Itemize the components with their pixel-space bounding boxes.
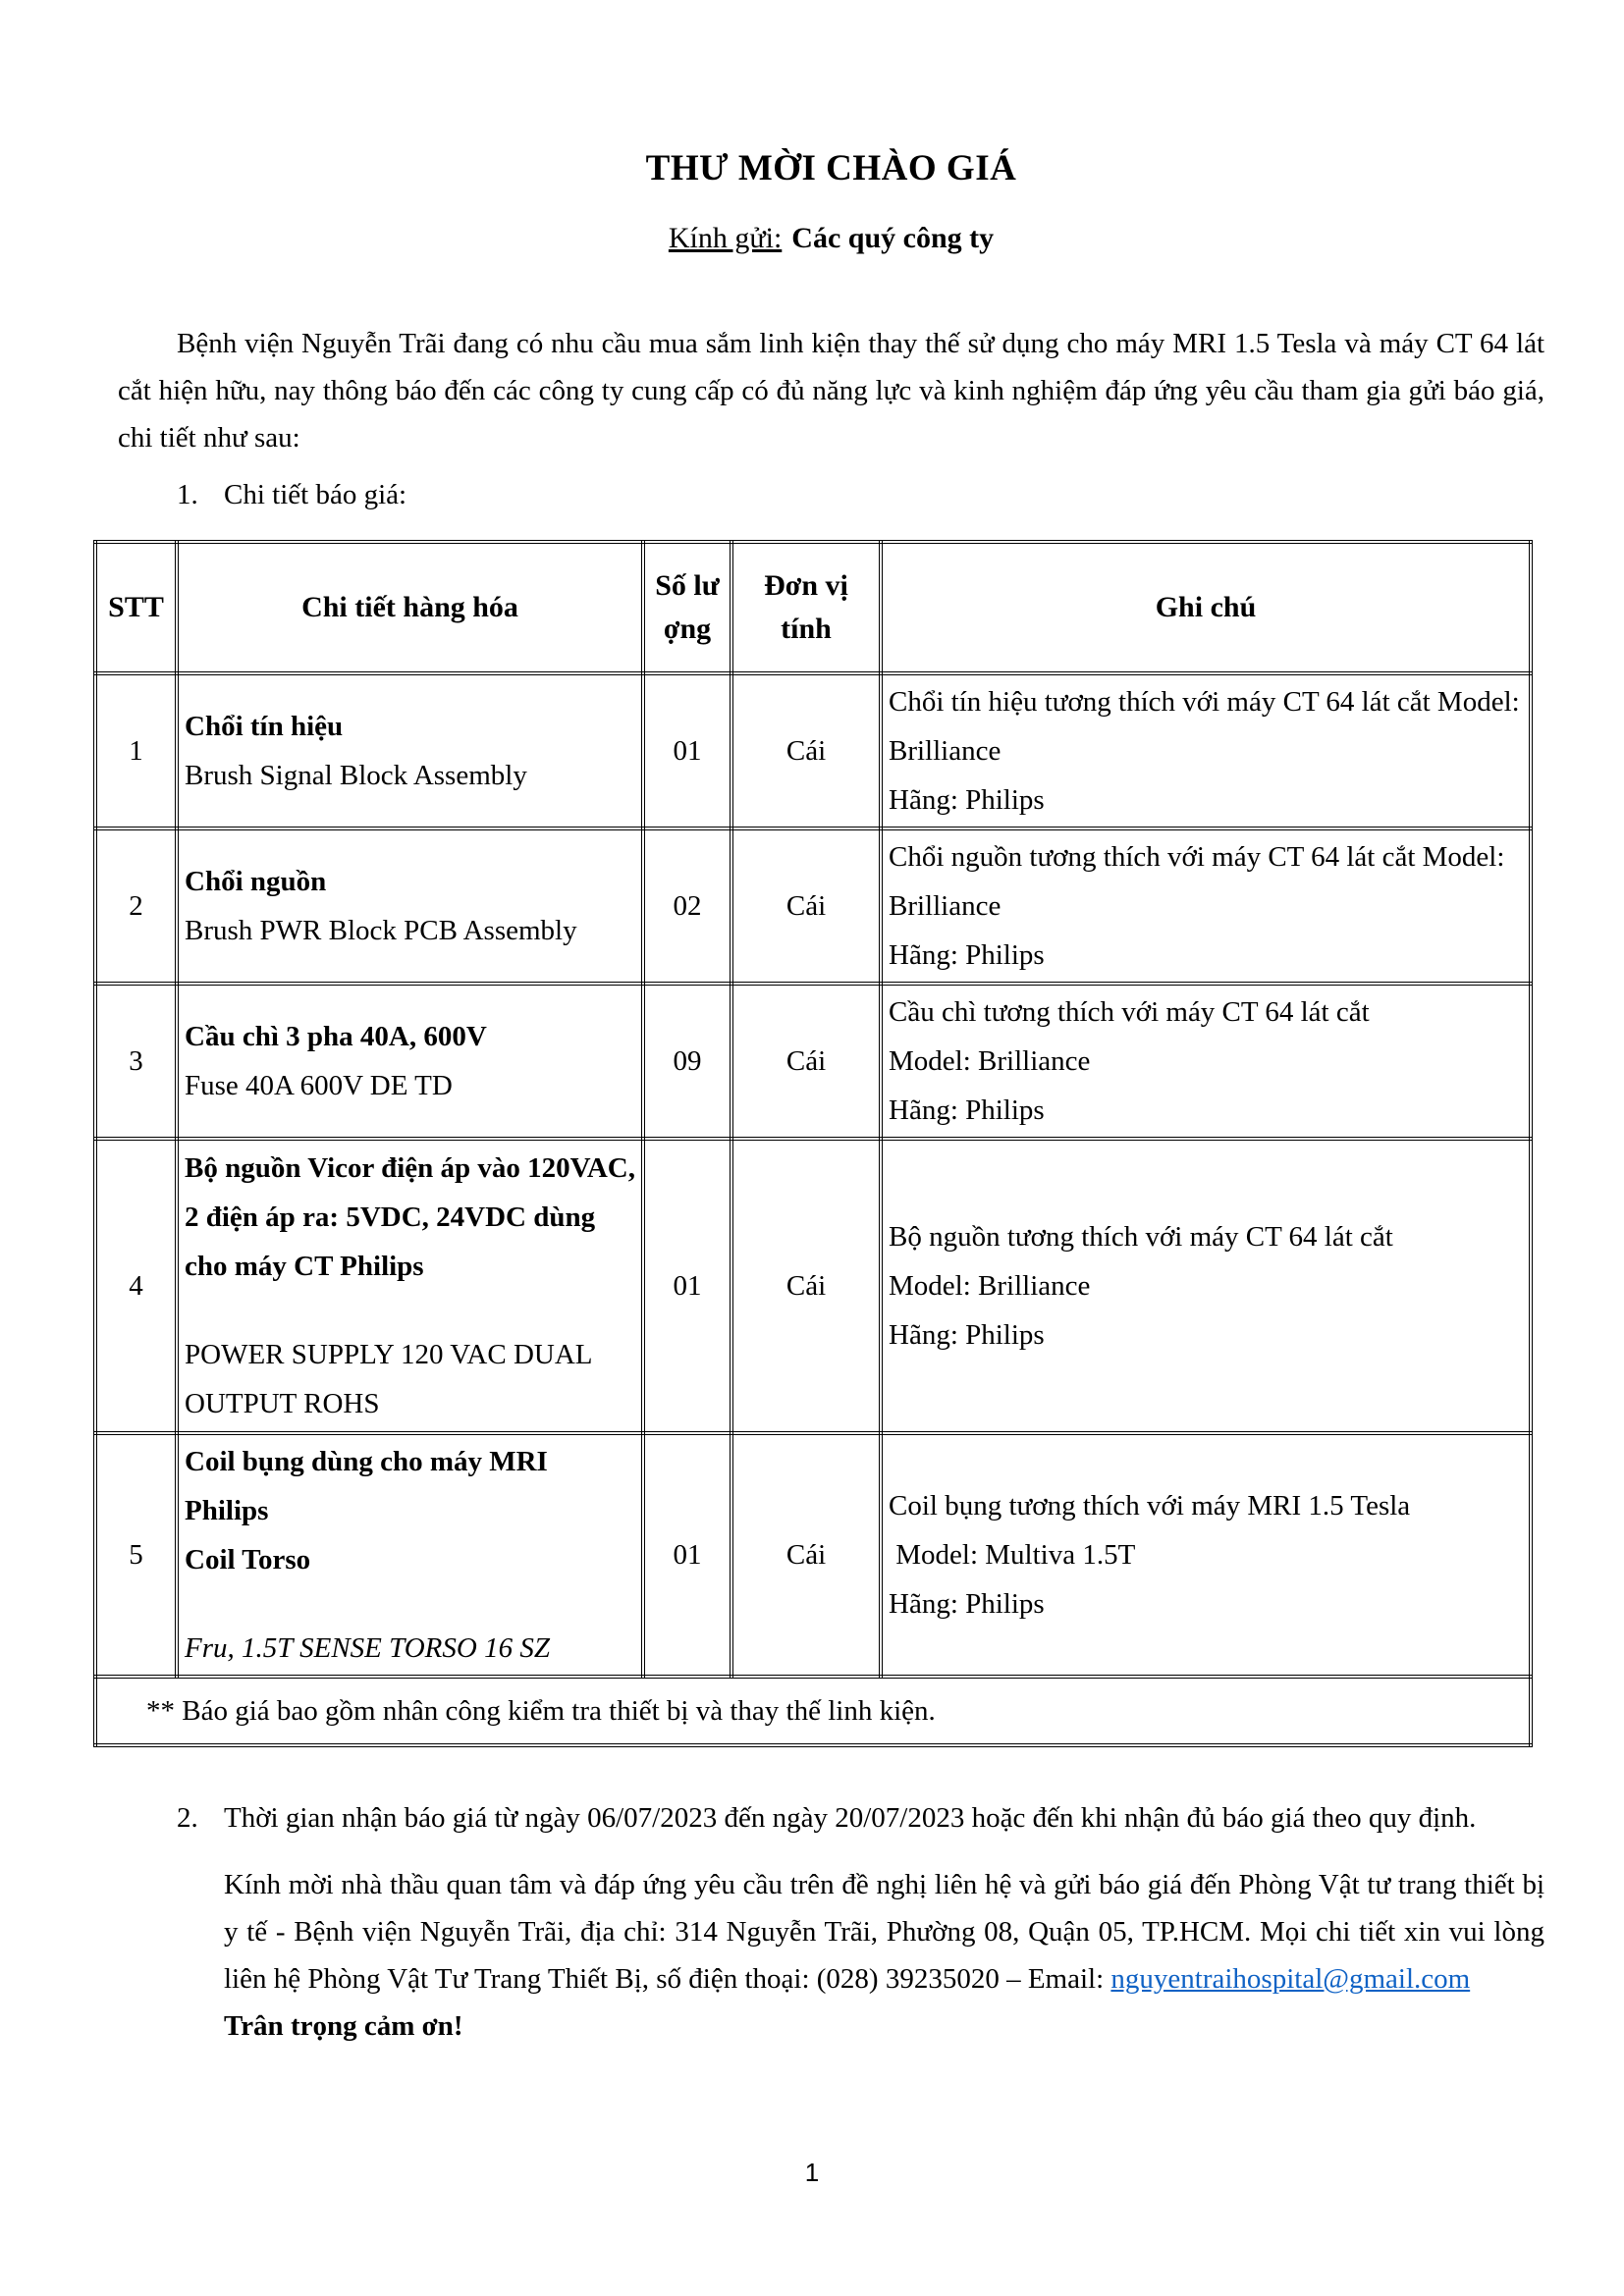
note-line: Hãng: Philips [889, 939, 1045, 971]
note-line: Bộ nguồn tương thích với máy CT 64 lát cắt [889, 1221, 1393, 1253]
cell-quantity: 01 [643, 1139, 731, 1433]
item-detail-line: Chổi nguồn [185, 866, 327, 897]
table-row [95, 673, 1531, 828]
cell-stt: 3 [95, 984, 177, 1139]
page-title: THƯ MỜI CHÀO GIÁ [645, 148, 1017, 188]
cell-note [881, 673, 1531, 828]
item-detail-line: POWER SUPPLY 120 VAC DUAL OUTPUT ROHS [185, 1339, 592, 1419]
cell-item-detail [177, 1433, 643, 1677]
table-row [95, 1433, 1531, 1677]
note-line: Model: Brilliance [889, 1045, 1091, 1077]
item-detail-line: Brush Signal Block Assembly [185, 760, 527, 791]
item-detail-line: Bộ nguồn Vicor điện áp vào 120VAC, 2 điện áp ra: 5VDC, 24VDC dùng cho máy CT Philips [185, 1152, 636, 1282]
item-detail-line: Brush PWR Block PCB Assembly [185, 915, 577, 946]
cell-quantity: 02 [643, 828, 731, 984]
cell-stt: 5 [95, 1433, 177, 1677]
item-detail-line: Coil bụng dùng cho máy MRI Philips [185, 1446, 548, 1526]
cell-quantity: 01 [643, 1433, 731, 1677]
item-detail-line: Chổi tín hiệu [185, 711, 344, 742]
table-header-row [95, 542, 1531, 673]
cell-unit: Cái [731, 984, 881, 1139]
table-footnote: ** Báo giá bao gồm nhân công kiểm tra thiết bị và thay thế linh kiện. [95, 1677, 1531, 1745]
closing-text: Kính mời nhà thầu quan tâm và đáp ứng yêu cầu trên đề nghị liên hệ và gửi báo giá đến Phòng Vật tư trang thiết bị y tế - Bệnh viện Nguyễn Trãi, địa chỉ: 314 Nguyễn Trãi, Phường 08, Quận 05, TP.HCM. Mọi chi tiết xin vui lòng liên hệ Phòng Vật Tư Trang Thiết Bị, số điện thoại: (028) 39235020 – Email: [224, 1869, 1544, 1995]
note-line: Model: Brilliance [889, 1270, 1091, 1302]
column-header-unit: Đơn vị tính [731, 542, 881, 673]
cell-unit: Cái [731, 1433, 881, 1677]
cell-note [881, 828, 1531, 984]
section-1-heading [118, 473, 1544, 516]
cell-note [881, 1433, 1531, 1677]
cell-unit: Cái [731, 1139, 881, 1433]
cell-note [881, 984, 1531, 1139]
column-header-quantity: Số lượng [643, 542, 731, 673]
table-footnote-row [95, 1677, 1531, 1745]
note-line: Model: Multiva 1.5T [889, 1539, 1136, 1571]
item-detail-line: Fuse 40A 600V DE TD [185, 1070, 453, 1101]
page-number: 1 [804, 2158, 820, 2187]
note-line: Cầu chì tương thích với máy CT 64 lát cắt [889, 996, 1370, 1028]
note-line: Coil bụng tương thích với máy MRI 1.5 Tesla [889, 1490, 1411, 1522]
note-line: Hãng: Philips [889, 1095, 1045, 1126]
cell-stt: 1 [95, 673, 177, 828]
cell-item-detail [177, 828, 643, 984]
cell-unit: Cái [731, 828, 881, 984]
section-2-number: 2. [177, 1802, 198, 1834]
cell-item-detail [177, 984, 643, 1139]
cell-quantity: 09 [643, 984, 731, 1139]
section-2-item [118, 1794, 1544, 1842]
note-line: Hãng: Philips [889, 1588, 1045, 1620]
section-2-text: Thời gian nhận báo giá từ ngày 06/07/2023 đến ngày 20/07/2023 hoặc đến khi nhận đủ báo giá theo quy định. [224, 1802, 1477, 1834]
closing-paragraph [224, 1861, 1544, 2002]
cell-unit: Cái [731, 673, 881, 828]
note-line: Hãng: Philips [889, 784, 1045, 816]
quotation-table [93, 540, 1533, 1747]
cell-item-detail [177, 1139, 643, 1433]
salutation [118, 220, 1544, 257]
note-line: Hãng: Philips [889, 1319, 1045, 1351]
table-row [95, 1139, 1531, 1433]
section-1-title: Chi tiết báo giá: [224, 479, 407, 510]
item-detail-line: Fru, 1.5T SENSE TORSO 16 SZ [185, 1632, 550, 1664]
cell-note [881, 1139, 1531, 1433]
email-link[interactable]: nguyentraihospital@gmail.com [1110, 1963, 1471, 1995]
closing-thanks: Trân trọng cảm ơn! [224, 2010, 463, 2042]
salutation-label: Kính gửi: [668, 222, 783, 254]
intro-paragraph: Bệnh viện Nguyễn Trãi đang có nhu cầu mua sắm linh kiện thay thế sử dụng cho máy MRI 1.5 Tesla và máy CT 64 lát cắt hiện hữu, nay thông báo đến các công ty cung cấp có đủ năng lực và kinh nghiệm đáp ứng yêu cầu tham gia gửi báo giá, chi tiết như sau: [118, 328, 1544, 454]
salutation-recipient: Các quý công ty [791, 222, 995, 254]
cell-quantity: 01 [643, 673, 731, 828]
cell-stt: 2 [95, 828, 177, 984]
table-row [95, 828, 1531, 984]
item-detail-line: Coil Torso [185, 1544, 311, 1575]
column-header-stt: STT [95, 542, 177, 673]
cell-item-detail [177, 673, 643, 828]
note-line: Chổi tín hiệu tương thích với máy CT 64 lát cắt Model: Brilliance [889, 686, 1527, 767]
column-header-note: Ghi chú [881, 542, 1531, 673]
note-line: Chổi nguồn tương thích với máy CT 64 lát cắt Model: Brilliance [889, 841, 1512, 922]
cell-stt: 4 [95, 1139, 177, 1433]
table-row [95, 984, 1531, 1139]
item-detail-line: Cầu chì 3 pha 40A, 600V [185, 1021, 487, 1052]
column-header-item-detail: Chi tiết hàng hóa [177, 542, 643, 673]
section-1-number: 1. [177, 479, 198, 510]
